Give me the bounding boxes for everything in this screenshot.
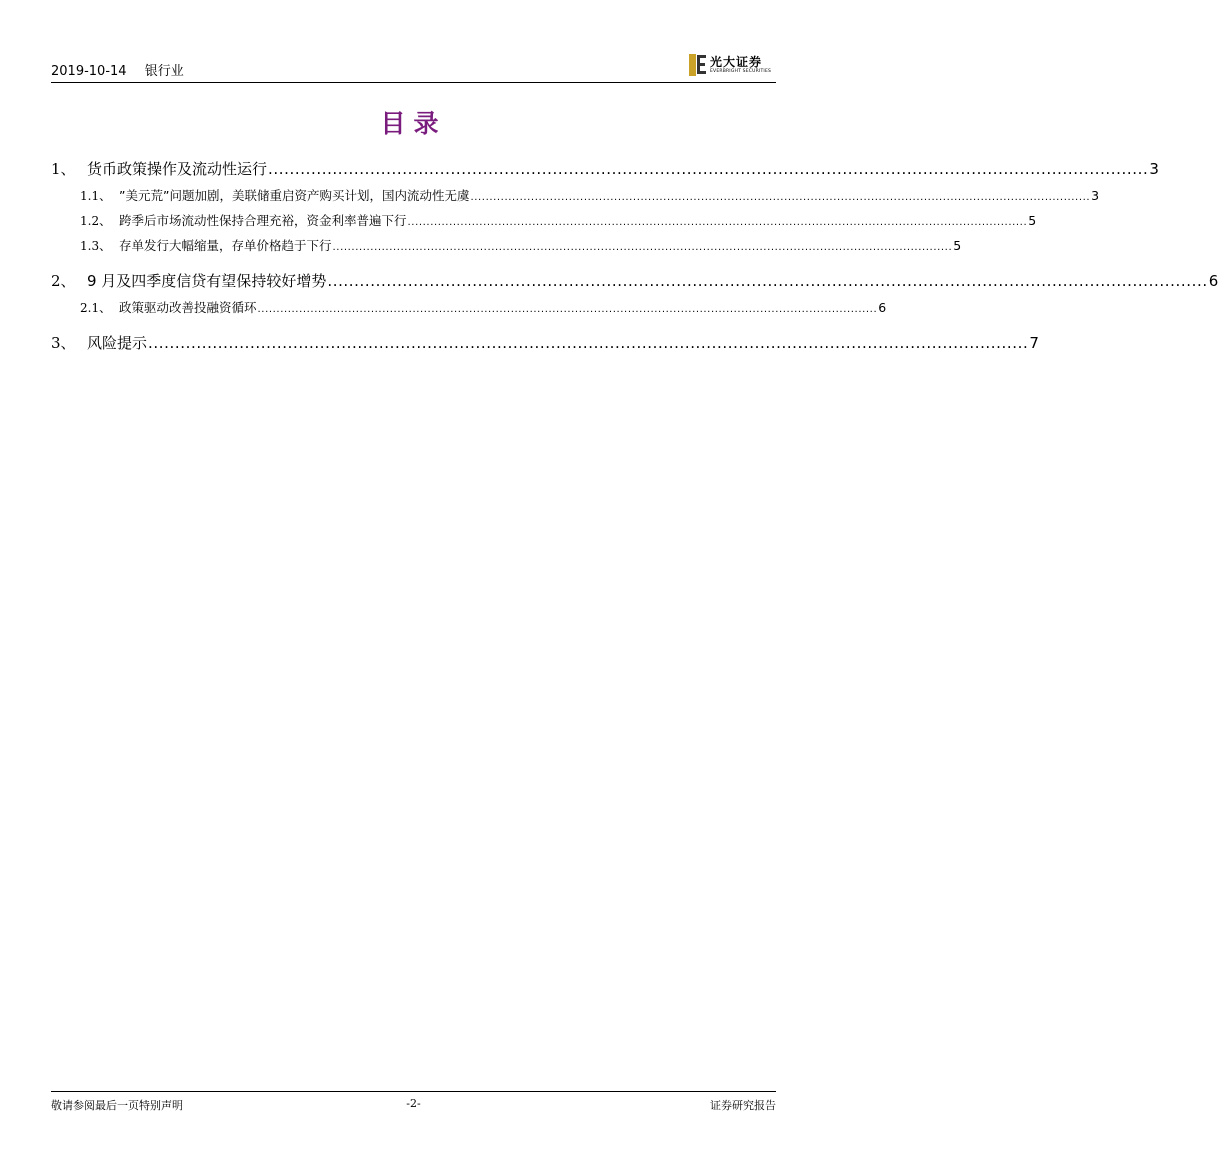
page-number: -2- — [406, 1097, 421, 1110]
toc-entry[interactable] — [51, 270, 1218, 291]
toc-number: 2.1、 — [80, 301, 112, 315]
toc-entry[interactable] — [51, 158, 1159, 179]
toc-entry[interactable] — [51, 332, 1039, 353]
logo-text-en: EVERBRIGHT SECURITIES — [710, 69, 772, 74]
toc-leader: .................................................................................................................................................................... — [470, 192, 1091, 203]
toc-leader: .................................................................................................................................................................... — [332, 242, 953, 253]
page-title: 目录 — [380, 109, 447, 138]
report-type: 证券研究报告 — [710, 1099, 776, 1112]
toc-leader: .................................................................................................................................................................... — [327, 272, 1208, 290]
industry-label: 银行业 — [144, 64, 184, 79]
toc-page: 6 — [1208, 272, 1218, 290]
toc-page: 5 — [1028, 213, 1037, 228]
toc-number: 2、 — [51, 272, 76, 290]
toc-number: 1.2、 — [80, 214, 112, 228]
toc-entry[interactable] — [51, 236, 962, 254]
toc-leader: .................................................................................................................................................................... — [257, 304, 878, 315]
page-footer — [51, 1091, 776, 1116]
disclaimer-note: 敬请参阅最后一页特别声明 — [51, 1099, 183, 1112]
toc-number: 1.3、 — [80, 239, 112, 253]
toc-title: 货币政策操作及流动性运行 — [87, 160, 268, 178]
toc-title: ”美元荒”问题加剧，美联储重启资产购买计划，国内流动性无虞 — [119, 188, 470, 203]
toc-title: 9 月及四季度信贷有望保持较好增势 — [87, 272, 327, 290]
report-date: 2019-10-14 — [51, 64, 127, 79]
header-info — [51, 60, 184, 79]
everbright-logo — [688, 53, 774, 77]
toc-entry[interactable] — [51, 186, 1100, 204]
toc-entry[interactable] — [51, 298, 887, 316]
toc-number: 3、 — [51, 334, 76, 352]
toc-number: 1、 — [51, 160, 76, 178]
toc-title: 跨季后市场流动性保持合理充裕，资金利率普遍下行 — [119, 213, 407, 228]
toc-title: 存单发行大幅缩量，存单价格趋于下行 — [119, 238, 332, 253]
toc-entry[interactable] — [51, 211, 1037, 229]
toc-leader: .................................................................................................................................................................... — [268, 160, 1149, 178]
toc-page: 6 — [878, 300, 887, 315]
toc-title: 政策驱动改善投融资循环 — [119, 300, 257, 315]
toc-page: 5 — [953, 238, 962, 253]
logo-text-cn: 光大证券 — [710, 55, 763, 69]
toc-title: 风险提示 — [87, 334, 148, 352]
toc-leader: .................................................................................................................................................................... — [407, 217, 1028, 228]
toc-page: 3 — [1149, 160, 1159, 178]
toc-page: 3 — [1091, 188, 1100, 203]
toc-page: 7 — [1029, 334, 1039, 352]
page-header — [51, 52, 776, 83]
toc-number: 1.1、 — [80, 189, 112, 203]
toc-leader: .................................................................................................................................................................... — [148, 334, 1029, 352]
logo-mark-icon — [688, 53, 708, 77]
